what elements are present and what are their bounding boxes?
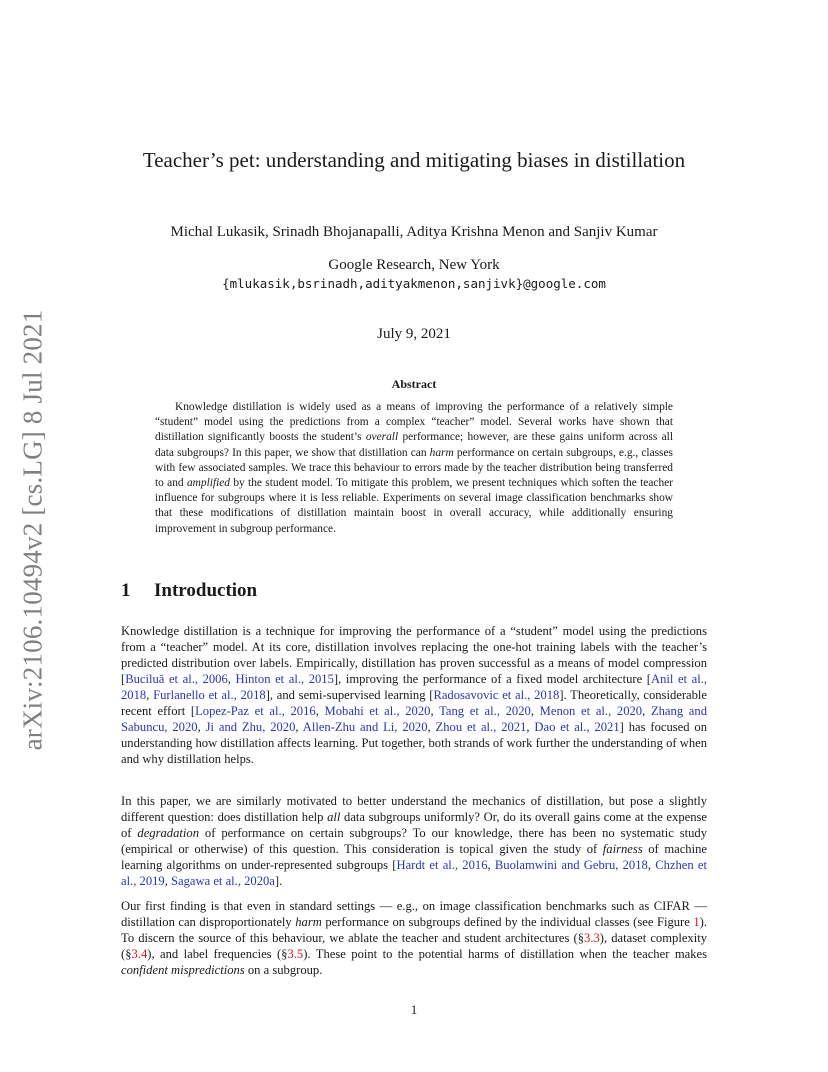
figure-ref-link[interactable]: 1 <box>693 915 700 929</box>
body-text: of performance on certain subgroups? To our knowledge, there has been no systematic study (empirical or otherwise) of this question. This consideration is topical given the study of <box>121 826 708 856</box>
citation-link[interactable]: Allen-Zhu and Li, 2020 <box>302 720 428 734</box>
abstract-text: by the student model. To mitigate this problem, we present techniques which soften the teacher influence for subgroups where it is less reliable. Experiments on several image classification benchmarks show that these modifications of distillation maintain boost in overall accuracy, while additionally ensuring improvement in subgroup performance. <box>155 477 673 535</box>
body-text: ] has focused on understanding how distillation affects learning. Put together, both strands of work further the understanding of when and why distillation helps. <box>121 720 707 766</box>
intro-paragraph-2: In this paper, we are similarly motivated to better understand the mechanics of distillation, but pose a slightly different question: does distillation help all data subgroups uniformly? Or, do its overall gains come at the expense of degradation of performance on certain subgroups? To our knowledge, there has been no systematic study (empirical or otherwise) of this question. This consideration is topical given the study of fairness of machine learning algorithms on under-represented subgroups [Hardt et al., 2016, Buolamwini and Gebru, 2018, Chzhen et al., 2019, Sagawa et al., 2020a]. <box>121 794 708 888</box>
body-text: data subgroups uniformly? Or, do its overall gains come at the expense of <box>121 810 707 840</box>
citation-link[interactable]: Mobahi et al., 2020 <box>324 704 431 718</box>
emphasis: harm <box>295 915 322 929</box>
author-emails: {mlukasik,bsrinadh,adityakmenon,sanjivk}@google.com <box>222 276 606 291</box>
section-title: Introduction <box>154 580 258 601</box>
citation-link[interactable]: Buciluǎ et al., 2006 <box>125 672 228 686</box>
body-text: on a subgroup. <box>244 963 323 977</box>
body-text: ), dataset complexity (§ <box>121 931 707 961</box>
citation-link[interactable]: Menon et al., 2020 <box>539 704 643 718</box>
emphasis: fairness <box>602 842 643 856</box>
citation-link[interactable]: Hardt et al., 2016 <box>396 858 488 872</box>
citation-link[interactable]: Zhang and Sabuncu, 2020 <box>121 704 707 734</box>
emphasis: confident mispredictions <box>121 963 245 977</box>
body-text: Knowledge distillation is a technique for improving the performance of a “student” model using the predictions from a “teacher” model. At its core, distillation involves replacing the one-hot training labels with the teacher’s predicted distribution over labels. Empirically, distillation has proven successful as a means of model compression [ <box>121 624 707 686</box>
body-text: performance on subgroups defined by the individual classes (see Figure <box>321 915 694 929</box>
citation-link[interactable]: Buolamwini and Gebru, 2018 <box>494 858 648 872</box>
abstract-text: Knowledge distillation is widely used as a means of improving the performance of a relatively simple “student” model using the predictions from a complex “teacher” model. Several works have shown that distillation significantly boosts the student’s <box>155 401 673 444</box>
citation-link[interactable]: Radosavovic et al., 2018 <box>433 688 560 702</box>
citation-link[interactable]: Furlanello et al., 2018 <box>153 688 266 702</box>
body-text: ]. <box>274 874 283 888</box>
citation-link[interactable]: Sagawa et al., 2020a <box>171 874 275 888</box>
body-text: ). These point to the potential harms of distillation when the teacher makes <box>303 947 707 961</box>
abstract-text: performance on certain subgroups, e.g., classes with few associated samples. We trace this behaviour to errors made by the teacher distribution being transferred to and <box>155 446 673 490</box>
citation-link[interactable]: Ji and Zhu, 2020 <box>205 720 296 734</box>
body-text: ], improving the performance of a fixed model architecture [ <box>333 672 651 686</box>
citation-link[interactable]: Anil et al., 2018 <box>121 672 708 702</box>
citation-link[interactable]: Lopez-Paz et al., 2016 <box>195 704 316 718</box>
affiliation: Google Research, New York <box>328 257 500 273</box>
abstract-heading: Abstract <box>391 377 437 391</box>
arxiv-sidebar <box>16 300 50 760</box>
citation-link[interactable]: Dao et al., 2021 <box>534 720 620 734</box>
paper-title: Teacher’s pet: understanding and mitigating biases in distillation <box>142 148 686 172</box>
section-number: 1 <box>121 580 131 601</box>
body-text: Our first finding is that even in standard settings — e.g., on image classification benchmarks such as CIFAR — distillation can disproportionately <box>121 899 707 929</box>
section-ref-link[interactable]: 3.3 <box>584 931 600 945</box>
citation-link[interactable]: Tang et al., 2020 <box>439 704 531 718</box>
body-text: of machine learning algorithms on under-represented subgroups [ <box>121 842 707 872</box>
abstract-body <box>155 400 673 537</box>
page-number: 1 <box>410 1003 418 1017</box>
emphasis: degradation <box>137 826 199 840</box>
section-heading <box>121 580 257 602</box>
paper-date: July 9, 2021 <box>377 326 451 342</box>
body-text: ]. Theoretically, considerable recent effort [ <box>121 688 708 718</box>
body-text: ). To discern the source of this behaviour, we ablate the teacher and student architectures (§ <box>121 915 707 945</box>
citation-link[interactable]: Zhou et al., 2021 <box>435 720 527 734</box>
citation-link[interactable]: Hinton et al., 2015 <box>235 672 334 686</box>
abstract-emphasis: amplified <box>186 477 230 490</box>
intro-paragraph-1: Knowledge distillation is a technique for improving the performance of a “student” model using the predictions from a “teacher” model. At its core, distillation involves replacing the one-hot training labels with the teacher’s predicted distribution over labels. Empirically, distillation has proven successful as a means of model compression [Buciluǎ et al., 2006, Hinton et al., 2015], improving the performance of a fixed model architecture [Anil et al., 2018, Furlanello et al., 2018], and semi-supervised learning [Radosavovic et al., 2018]. Theoretically, considerable recent effort [Lopez-Paz et al., 2016, Mobahi et al., 2020, Tang et al., 2020, Menon et al., 2020, Zhang and Sabuncu, 2020, Ji and Zhu, 2020, Allen-Zhu and Li, 2020, Zhou et al., 2021, Dao et al., 2021] has focused on understanding how distillation affects learning. Put together, both strands of work further the understanding of when and why distillation helps. <box>121 624 708 766</box>
section-ref-link[interactable]: 3.5 <box>287 947 304 961</box>
abstract-text: performance; however, are these gains uniform across all data subgroups? In this paper, we show that distillation can <box>155 431 673 459</box>
arxiv-identifier: arXiv:2106.10494v2 [cs.LG] 8 Jul 2021 <box>17 309 48 751</box>
citation-link[interactable]: Chzhen et al., 2019 <box>121 858 707 888</box>
body-text: In this paper, we are similarly motivated to better understand the mechanics of distillation, but pose a slightly different question: does distillation help <box>121 794 707 824</box>
abstract-emphasis: harm <box>429 446 454 459</box>
body-text: ), and label frequencies (§ <box>147 947 288 961</box>
author-list: Michal Lukasik, Srinadh Bhojanapalli, Aditya Krishna Menon and Sanjiv Kumar <box>170 224 658 240</box>
intro-paragraph-3 <box>121 898 707 978</box>
emphasis: all <box>327 810 341 824</box>
abstract-emphasis: overall <box>365 431 399 444</box>
body-text: ], and semi-supervised learning [ <box>265 688 434 702</box>
section-ref-link[interactable]: 3.4 <box>131 947 148 961</box>
